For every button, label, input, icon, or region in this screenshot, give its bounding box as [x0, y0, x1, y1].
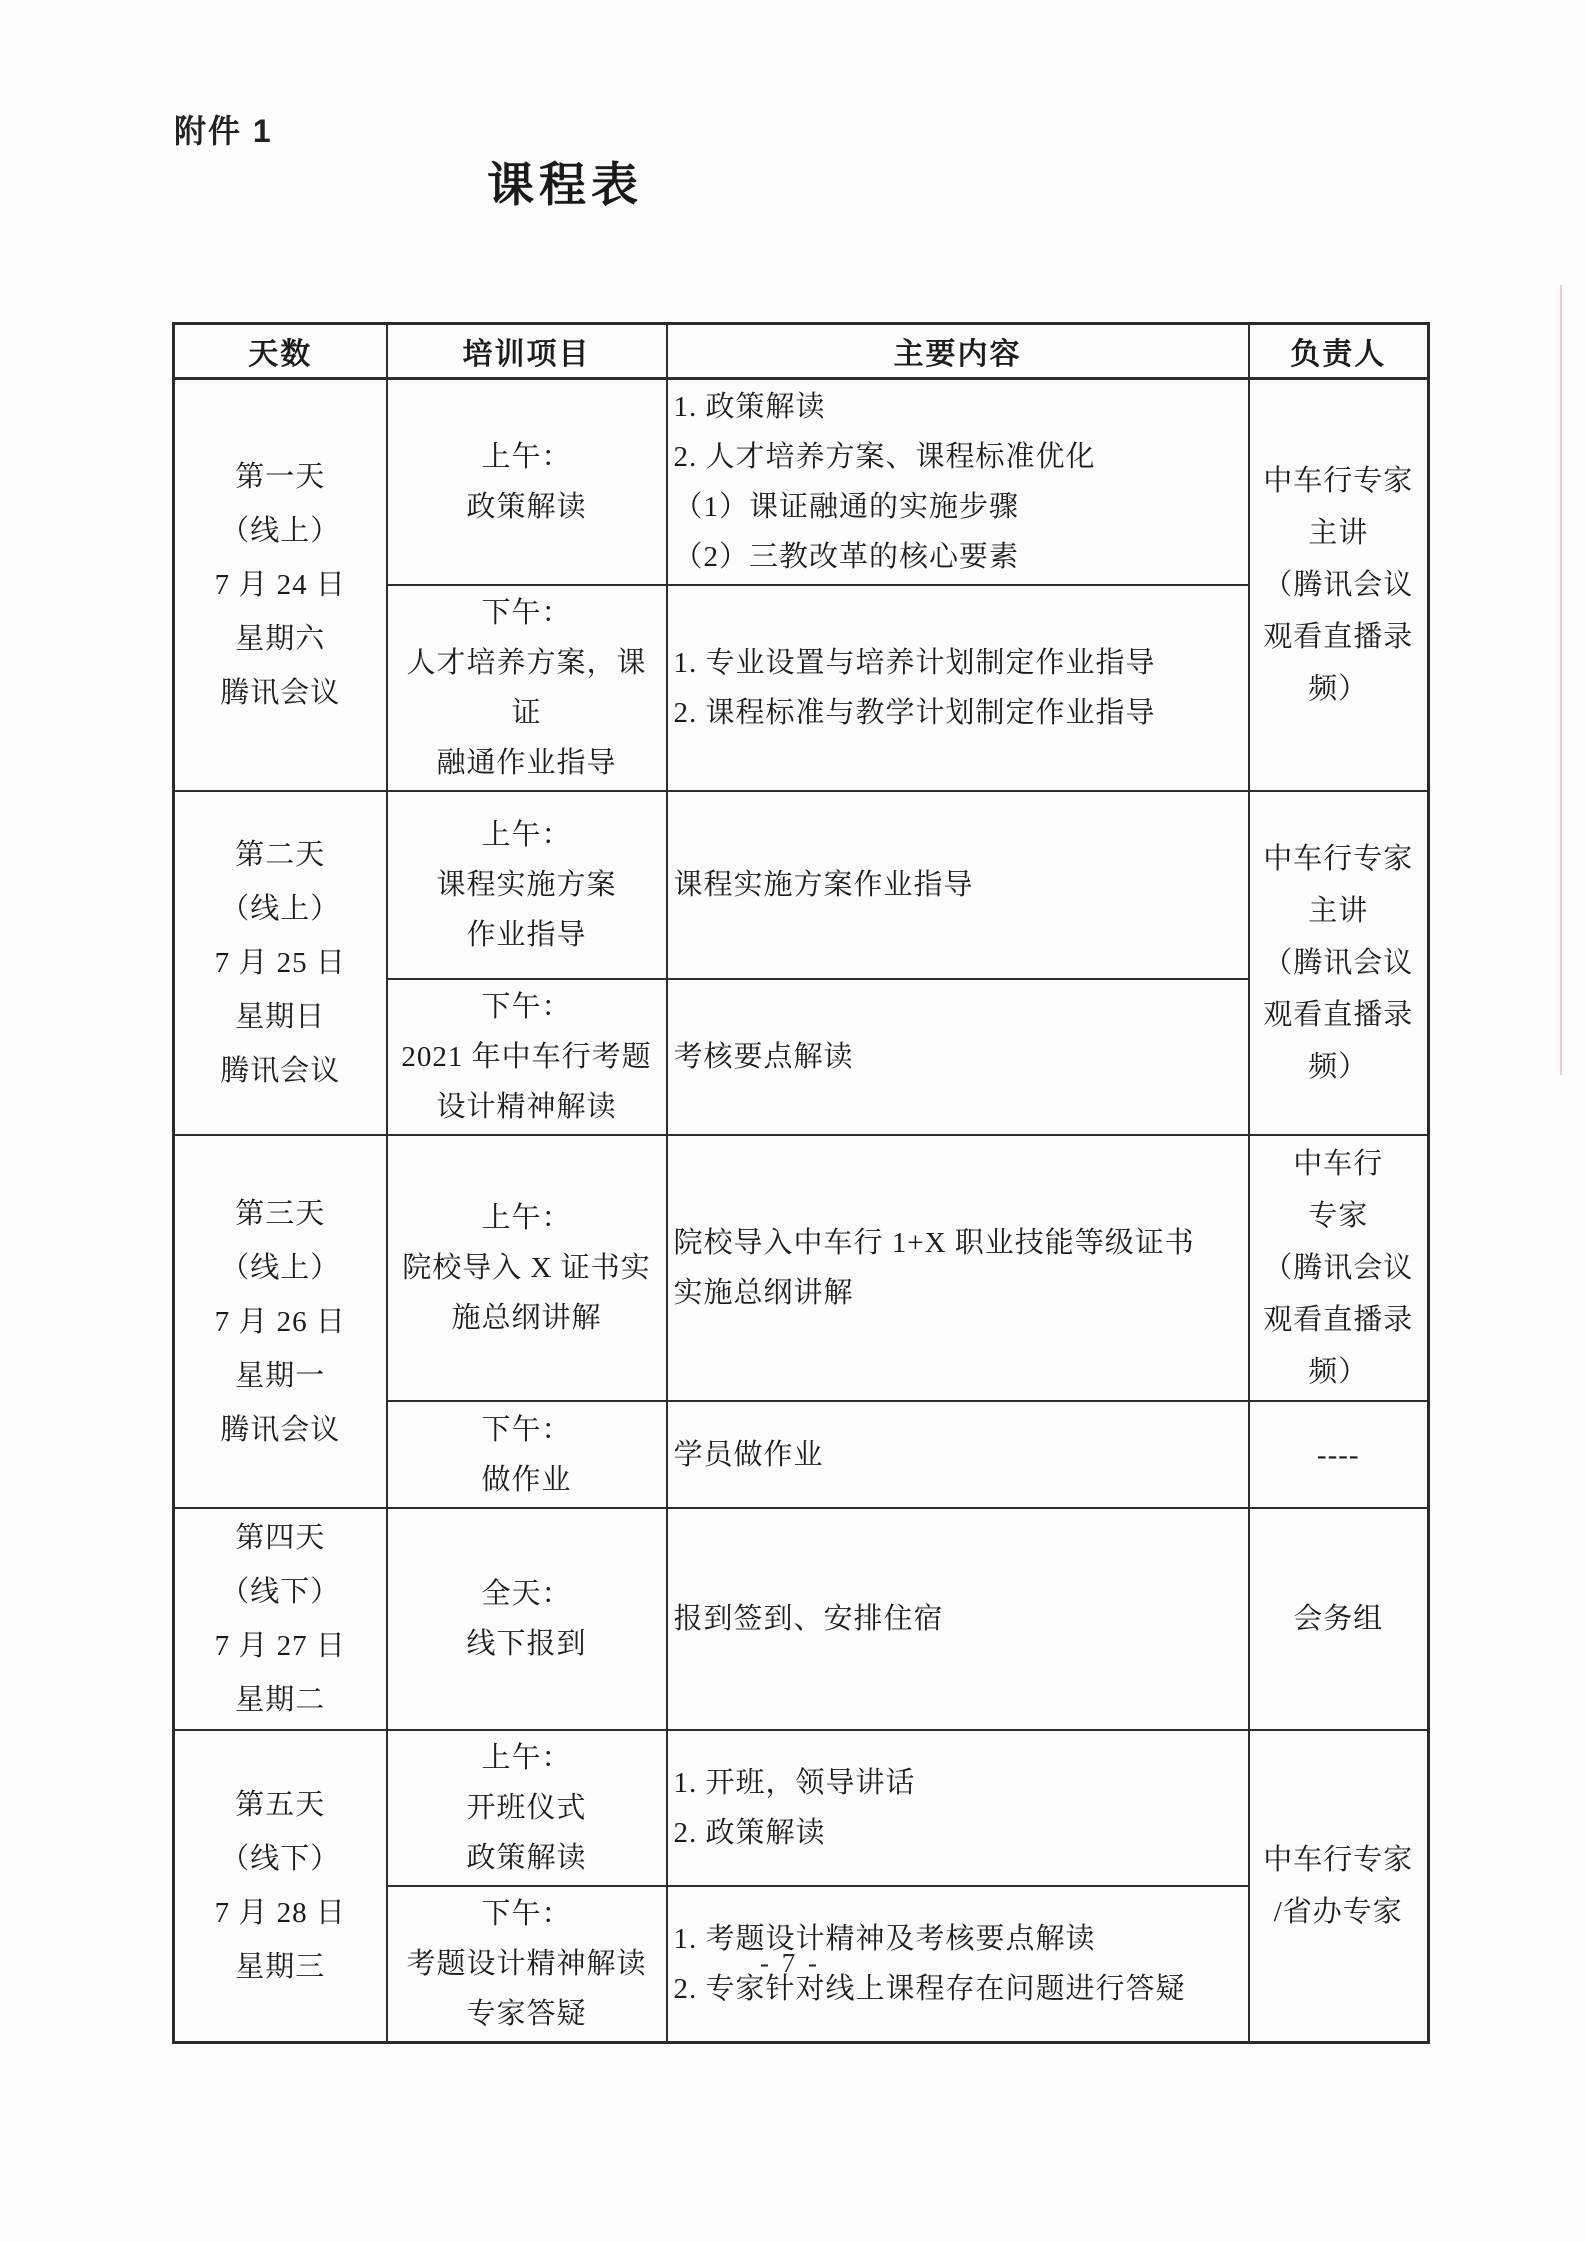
cell-line: 频） — [1308, 673, 1369, 705]
cell-line: （2）三教改革的核心要素 — [673, 541, 1020, 573]
cell-line: （腾讯会议 — [1263, 1252, 1414, 1284]
table-row — [174, 1135, 1429, 1401]
day3-am-content-cell — [667, 1135, 1249, 1401]
cell-line: 频） — [1308, 1356, 1369, 1388]
cell-line: 2. 课程标准与教学计划制定作业指导 — [673, 697, 1156, 729]
cell-line: 中车行专家 — [1263, 465, 1414, 497]
cell-line: /省办专家 — [1273, 1896, 1403, 1928]
cell-line: 第三天 — [235, 1197, 326, 1230]
page-number: - 7 - — [760, 1948, 820, 1978]
cell-line: 观看直播录 — [1263, 1304, 1414, 1336]
cell-line: （线上） — [220, 1251, 341, 1284]
day2-pm-project-cell — [387, 979, 667, 1135]
cell-line: 人才培养方案，课证 — [406, 647, 647, 729]
table-header-row — [174, 324, 1429, 379]
cell-line: （1）课证融通的实施步骤 — [673, 491, 1020, 523]
col-header-main-content: 主要内容 — [667, 324, 1249, 379]
cell-line: 中车行专家 — [1263, 1844, 1414, 1876]
cell-line: （腾讯会议 — [1263, 947, 1414, 979]
day3-pm-leader-cell — [1249, 1401, 1429, 1508]
cell-line: 中车行专家 — [1263, 843, 1414, 875]
col-header-days: 天数 — [174, 324, 387, 379]
cell-line: （线上） — [220, 515, 341, 547]
day1-am-content-cell — [667, 379, 1249, 586]
table-row — [174, 379, 1429, 586]
cell-line: 政策解读 — [466, 1842, 587, 1874]
cell-line: 学员做作业 — [673, 1438, 824, 1471]
cell-line: 考核要点解读 — [673, 1041, 854, 1073]
cell-line: 2021 年中车行考题 — [401, 1041, 652, 1073]
cell-line: 星期二 — [235, 1684, 326, 1716]
table-row — [174, 1730, 1429, 1886]
cell-line: 1. 专业设置与培养计划制定作业指导 — [673, 647, 1156, 679]
cell-line: 院校导入 X 证书实 — [402, 1252, 651, 1284]
cell-line: 全天： — [481, 1578, 572, 1610]
day5-am-project-cell — [387, 1730, 667, 1886]
cell-line: 下午： — [481, 991, 572, 1023]
day2-pm-content-cell — [667, 979, 1249, 1135]
cell-line: 上午： — [481, 1742, 572, 1774]
cell-line: 课程实施方案 — [436, 869, 617, 901]
cell-line: 腾讯会议 — [220, 1055, 341, 1087]
day5-am-content-cell — [667, 1730, 1249, 1886]
cell-line: 课程实施方案作业指导 — [673, 869, 974, 901]
cell-line: 1. 开班，领导讲话 — [673, 1767, 916, 1799]
cell-line: 实施总纲讲解 — [673, 1277, 854, 1309]
cell-line: 2. 专家针对线上课程存在问题进行答疑 — [673, 1973, 1186, 2005]
day3-pm-project-cell — [387, 1401, 667, 1508]
cell-line: ---- — [1316, 1438, 1360, 1471]
cell-line: 报到签到、安排住宿 — [673, 1603, 944, 1635]
col-header-training-project: 培训项目 — [387, 324, 667, 379]
day1-pm-project-cell — [387, 585, 667, 791]
day3-am-leader-cell — [1249, 1135, 1429, 1401]
cell-line: 腾讯会议 — [220, 677, 341, 709]
scan-artifact-line — [1560, 285, 1562, 1075]
cell-line: （线下） — [220, 1576, 341, 1608]
cell-line: 1. 考题设计精神及考核要点解读 — [673, 1923, 1096, 1955]
cell-line: 7 月 28 日 — [214, 1897, 346, 1929]
day4-days-cell — [174, 1508, 387, 1730]
day4-leader-cell — [1249, 1508, 1429, 1730]
cell-line: 频） — [1308, 1051, 1369, 1083]
day3-pm-content-cell — [667, 1401, 1249, 1508]
day1-am-project-cell — [387, 379, 667, 586]
cell-line: 7 月 24 日 — [214, 569, 346, 601]
day2-leader-cell — [1249, 791, 1429, 1135]
cell-line: 考题设计精神解读 — [406, 1948, 647, 1980]
cell-line: 会务组 — [1293, 1603, 1384, 1635]
cell-line: 观看直播录 — [1263, 999, 1414, 1031]
cell-line: 第四天 — [235, 1522, 326, 1554]
day3-am-project-cell — [387, 1135, 667, 1401]
cell-line: 专家答疑 — [466, 1998, 587, 2030]
cell-line: 第二天 — [235, 839, 326, 871]
cell-line: 融通作业指导 — [436, 747, 617, 779]
page-title: 课程表 — [487, 160, 643, 212]
cell-line: 星期六 — [235, 623, 326, 655]
cell-line: 线下报到 — [466, 1628, 587, 1660]
day4-content-cell — [667, 1508, 1249, 1730]
cell-line: 作业指导 — [466, 919, 587, 951]
table-row — [174, 791, 1429, 979]
cell-line: 7 月 25 日 — [214, 947, 346, 979]
table-row — [174, 1508, 1429, 1730]
cell-line: 做作业 — [481, 1463, 572, 1496]
day3-days-cell — [174, 1135, 387, 1508]
cell-line: 院校导入中车行 1+X 职业技能等级证书 — [673, 1227, 1195, 1259]
day2-am-project-cell — [387, 791, 667, 979]
cell-line: 施总纲讲解 — [451, 1302, 602, 1334]
cell-line: （线上） — [220, 893, 341, 925]
day2-am-content-cell — [667, 791, 1249, 979]
day5-leader-cell — [1249, 1730, 1429, 2043]
cell-line: 2. 人才培养方案、课程标准优化 — [673, 441, 1096, 473]
cell-line: 下午： — [481, 1898, 572, 1930]
cell-line: 星期三 — [235, 1951, 326, 1983]
cell-line: 腾讯会议 — [220, 1413, 341, 1446]
schedule-table — [172, 322, 1430, 2044]
day1-days-cell — [174, 379, 387, 792]
cell-line: 上午： — [481, 1202, 572, 1234]
cell-line: 观看直播录 — [1263, 621, 1414, 653]
cell-line: 设计精神解读 — [436, 1091, 617, 1123]
attachment-label: 附件 1 — [174, 113, 273, 149]
cell-line: 7 月 27 日 — [214, 1630, 346, 1662]
day2-days-cell — [174, 791, 387, 1135]
day1-pm-content-cell — [667, 585, 1249, 791]
cell-line: 下午： — [481, 1413, 572, 1446]
cell-line: （腾讯会议 — [1263, 569, 1414, 601]
day4-project-cell — [387, 1508, 667, 1730]
cell-line: （线下） — [220, 1843, 341, 1875]
cell-line: 1. 政策解读 — [673, 391, 826, 423]
cell-line: 星期日 — [235, 1001, 326, 1033]
cell-line: 星期一 — [235, 1359, 326, 1392]
cell-line: 专家 — [1308, 1200, 1369, 1232]
cell-line: 上午： — [481, 819, 572, 851]
cell-line: 上午： — [481, 441, 572, 473]
cell-line: 7 月 26 日 — [214, 1305, 346, 1338]
day5-days-cell — [174, 1730, 387, 2043]
cell-line: 开班仪式 — [466, 1792, 587, 1824]
cell-line: 2. 政策解读 — [673, 1817, 826, 1849]
cell-line: 第一天 — [235, 461, 326, 493]
cell-line: 下午： — [481, 597, 572, 629]
cell-line: 中车行 — [1293, 1148, 1384, 1180]
col-header-person-in-charge: 负责人 — [1249, 324, 1429, 379]
day1-leader-cell — [1249, 379, 1429, 792]
cell-line: 第五天 — [235, 1789, 326, 1821]
cell-line: 政策解读 — [466, 491, 587, 523]
cell-line: 主讲 — [1308, 517, 1369, 549]
cell-line: 主讲 — [1308, 895, 1369, 927]
